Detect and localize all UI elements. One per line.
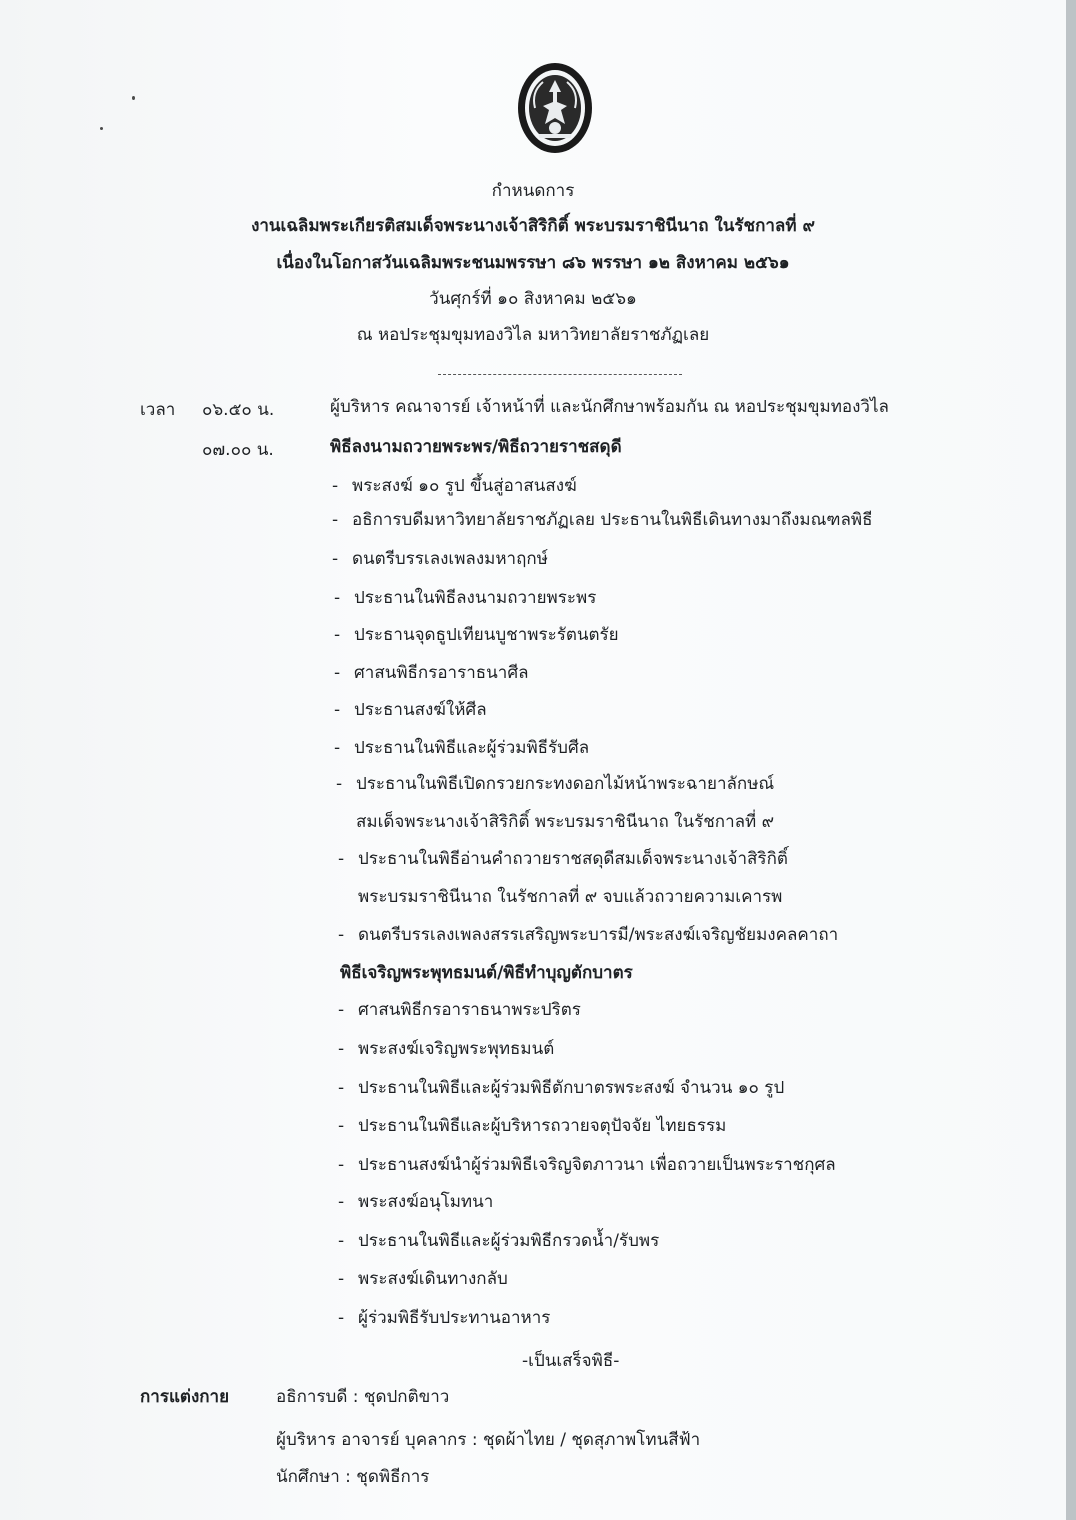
list-item: - ประธานจุดธูปเทียนบูชาพระรัตนตรัย [334, 625, 619, 645]
divider [438, 374, 682, 375]
slot2-time: ๐๗.๐๐ น. [202, 440, 274, 460]
list-item: - ประธานสงฆ์นำผู้ร่วมพิธีเจริญจิตภาวนา เพื่อถวายเป็นพระราชกุศล [338, 1155, 836, 1175]
slot1-text: ผู้บริหาร คณาจารย์ เจ้าหน้าที่ และนักศึกษาพร้อมกัน ณ หอประชุมขุมทองวิไล [330, 397, 889, 417]
dress-students: นักศึกษา : ชุดพิธีการ [276, 1467, 430, 1487]
list-item: - ดนตรีบรรเลงเพลงสรรเสริญพระบารมี/พระสงฆ์เจริญชัยมงคลคาถา [338, 925, 839, 945]
time-label: เวลา [140, 400, 176, 420]
dress-staff: ผู้บริหาร อาจารย์ บุคลากร : ชุดผ้าไทย / ชุดสุภาพโทนสีฟ้า [276, 1430, 701, 1450]
end-of-ceremony: -เป็นเสร็จพิธี- [522, 1351, 620, 1371]
doc-title: กำหนดการ [491, 181, 575, 201]
event-title: งานเฉลิมพระเกียรติสมเด็จพระนางเจ้าสิริกิติ์ พระบรมราชินีนาถ ในรัชกาลที่ ๙ [251, 216, 815, 236]
list-item: - ดนตรีบรรเลงเพลงมหาฤกษ์ [332, 549, 548, 569]
list-item: - ศาสนพิธีกรอาราธนาศีล [334, 663, 529, 683]
list-item: - ประธานในพิธีเปิดกรวยกระทงดอกไม้หน้าพระฉายาลักษณ์ [336, 774, 775, 794]
list-item: - ประธานในพิธีและผู้บริหารถวายจตุปัจจัย ไทยธรรม [338, 1116, 727, 1136]
venue-line: ณ หอประชุมขุมทองวิไล มหาวิทยาลัยราชภัฏเลย [356, 325, 710, 345]
list-item: - ประธานในพิธีและผู้ร่วมพิธีตักบาตรพระสงฆ์ จำนวน ๑๐ รูป [338, 1078, 785, 1098]
slot2-title: พิธีลงนามถวายพระพร/พิธีถวายราชสดุดี [330, 437, 622, 457]
paper-speck [132, 96, 135, 100]
slot1-time: ๐๖.๕๐ น. [202, 400, 275, 420]
page-edge [1066, 0, 1076, 1520]
list-item: - ประธานในพิธีอ่านคำถวายราชสดุดีสมเด็จพระนางเจ้าสิริกิติ์ [338, 849, 788, 869]
dress-label: การแต่งกาย [140, 1387, 230, 1407]
list-item: - พระสงฆ์ ๑๐ รูป ขึ้นสู่อาสนสงฆ์ [332, 476, 577, 496]
list-item: - อธิการบดีมหาวิทยาลัยราชภัฏเลย ประธานในพิธีเดินทางมาถึงมณฑลพิธี [332, 510, 873, 530]
list-item: - ศาสนพิธีกรอาราธนาพระปริตร [338, 1000, 581, 1020]
list-item: - ประธานในพิธีและผู้ร่วมพิธีรับศีล [334, 738, 590, 758]
list-item-continued: พระบรมราชินีนาถ ในรัชกาลที่ ๙ จบแล้วถวายความเคารพ [358, 887, 783, 907]
list-item: - ผู้ร่วมพิธีรับประทานอาหาร [338, 1308, 551, 1328]
list-item: - ประธานในพิธีลงนามถวายพระพร [334, 588, 597, 608]
slot3-title: พิธีเจริญพระพุทธมนต์/พิธีทำบุญตักบาตร [340, 963, 633, 983]
list-item: - พระสงฆ์เดินทางกลับ [338, 1269, 508, 1289]
university-seal-icon [517, 62, 593, 154]
list-item: - พระสงฆ์อนุโมทนา [338, 1192, 494, 1212]
occasion-line: เนื่องในโอกาสวันเฉลิมพระชนมพรรษา ๘๖ พรรษา ๑๒ สิงหาคม ๒๕๖๑ [276, 253, 790, 273]
dress-president: อธิการบดี : ชุดปกติขาว [276, 1387, 450, 1407]
list-item-continued: สมเด็จพระนางเจ้าสิริกิติ์ พระบรมราชินีนาถ ในรัชกาลที่ ๙ [356, 812, 775, 832]
list-item: - ประธานสงฆ์ให้ศีล [334, 700, 487, 720]
list-item: - พระสงฆ์เจริญพระพุทธมนต์ [338, 1039, 555, 1059]
paper-speck [100, 127, 103, 130]
list-item: - ประธานในพิธีและผู้ร่วมพิธีกรวดน้ำ/รับพร [338, 1231, 660, 1251]
date-line: วันศุกร์ที่ ๑๐ สิงหาคม ๒๕๖๑ [429, 289, 637, 309]
